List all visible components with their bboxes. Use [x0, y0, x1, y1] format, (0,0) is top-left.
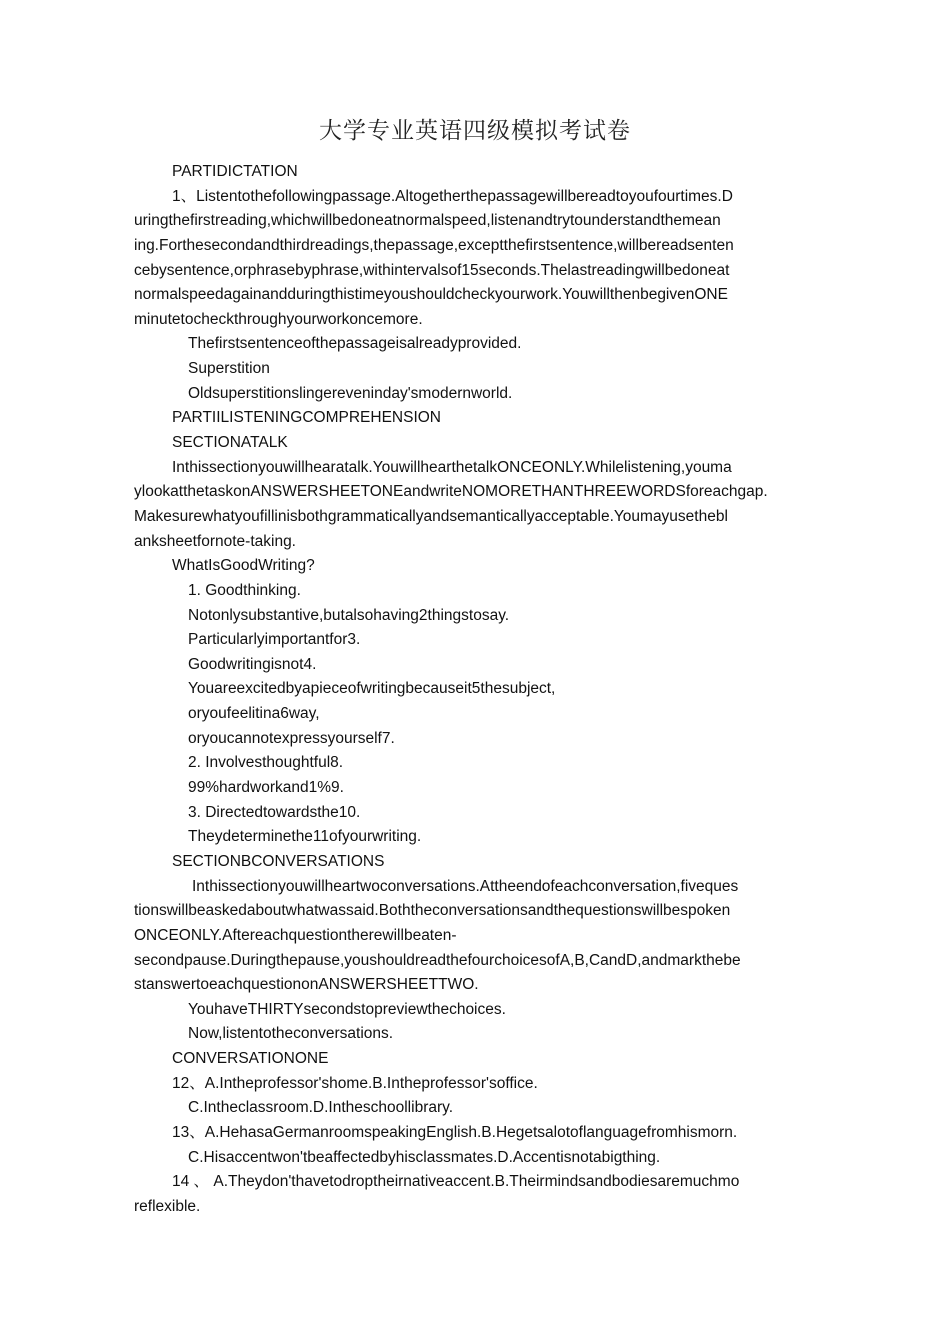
question-choices: C.Hisaccentwon'tbeaffectedbyhisclassmates.D.Accentisnotabigthing. — [188, 1148, 661, 1166]
paragraph-line: anksheetfornote-taking. — [134, 532, 296, 550]
paragraph-line: Inthissectionyouwillheartwoconversations.Attheendofeachconversation,fiveques — [192, 877, 739, 895]
passage-title: Superstition — [188, 360, 270, 378]
paragraph-line: ylookatthetaskonANSWERSHEETONEandwriteNOMORETHANTHREEWORDSforeachgap. — [134, 483, 768, 501]
section-heading: SECTIONBCONVERSATIONS — [172, 852, 385, 870]
paragraph-line: minutetocheckthroughyourworkoncemore. — [134, 310, 423, 328]
outline-item: oryoufeelitina6way, — [188, 705, 320, 723]
part-heading: PARTⅠDICTATION — [172, 163, 298, 180]
outline-item: 2. Involvesthoughtful8. — [188, 754, 344, 772]
paragraph-line: Oldsuperstitionslingereveninday'smodernworld. — [188, 384, 513, 402]
outline-item: oryoucannotexpressyourself7. — [188, 729, 395, 747]
outline-item: Youareexcitedbyapieceofwritingbecauseit5thesubject, — [188, 680, 556, 698]
outline-item: 3. Directedtowardsthe10. — [188, 803, 361, 821]
part-heading: PARTIILISTENINGCOMPREHENSION — [172, 409, 441, 427]
outline-item: Notonlysubstantive,butalsohaving2thingstosay. — [188, 606, 510, 624]
paragraph-line: ing.Forthesecondandthirdreadings,thepassage,exceptthefirstsentence,willbereadsenten — [134, 236, 734, 254]
outline-item: Theydeterminethe11ofyourwriting. — [188, 828, 422, 846]
outline-item: Particularlyimportantfor3. — [188, 631, 361, 649]
paragraph-line: uringthefirstreading,whichwillbedoneatnormalspeed,listenandtrytounderstandthemean — [134, 212, 721, 230]
question-item: 14 、 A.Theydon'thavetodroptheirnativeaccent.B.Theirmindsandbodiesaremuchmo — [172, 1173, 740, 1191]
page-title: 大学专业英语四级模拟考试卷 — [319, 118, 631, 144]
conversation-heading: CONVERSATIONONE — [172, 1050, 329, 1068]
question-item: 12、A.Intheprofessor'shome.B.Intheprofessor'soffice. — [172, 1074, 538, 1092]
paragraph-line: ONCEONLY.Aftereachquestiontherewillbeaten- — [134, 926, 457, 944]
question-choices: reflexible. — [134, 1197, 201, 1215]
paragraph-line: Inthissectionyouwillhearatalk.YouwillhearthetalkONCEONLY.Whilelistening,youma — [172, 458, 732, 476]
paragraph-line: tionswillbeaskedaboutwhatwassaid.Boththeconversationsandthequestionswillbespoken — [134, 902, 731, 920]
question-item: 13、A.HehasaGermanroomspeakingEnglish.B.Hegetsalotoflanguagefromhismorn. — [172, 1123, 738, 1141]
document-body — [134, 160, 824, 1220]
paragraph-line: cebysentence,orphrasebyphrase,withintervalsof15seconds.Thelastreadingwillbedoneat — [134, 261, 730, 279]
section-heading: SECTIONATALK — [172, 434, 288, 452]
paragraph-line: 1、Listentothefollowingpassage.Altogetherthepassagewillbereadtoyoufourtimes.D — [172, 187, 733, 205]
paragraph-line: secondpause.Duringthepause,youshouldreadthefourchoicesofA,B,CandD,andmarkthebe — [134, 951, 741, 969]
paragraph-line: normalspeedagainandduringthistimeyoushouldcheckyourwork.YouwillthenbegivenONE — [134, 286, 728, 304]
outline-item: Goodwritingisnot4. — [188, 655, 317, 673]
paragraph-line: Makesurewhatyoufillinisbothgrammaticallyandsemanticallyacceptable.Youmayusethebl — [134, 507, 728, 525]
paragraph-line: Now,listentotheconversations. — [188, 1025, 394, 1043]
paragraph-line: stanswertoeachquestiononANSWERSHEETTWO. — [134, 976, 479, 994]
question-choices: C.Intheclassroom.D.Intheschoollibrary. — [188, 1099, 454, 1117]
outline-item: 99%hardworkand1%9. — [188, 779, 344, 797]
talk-title: WhatIsGoodWriting? — [172, 557, 315, 575]
paragraph-line: Thefirstsentenceofthepassageisalreadyprovided. — [188, 335, 522, 353]
outline-item: 1. Goodthinking. — [188, 581, 301, 599]
paragraph-line: YouhaveTHIRTYsecondstopreviewthechoices. — [188, 1000, 506, 1018]
